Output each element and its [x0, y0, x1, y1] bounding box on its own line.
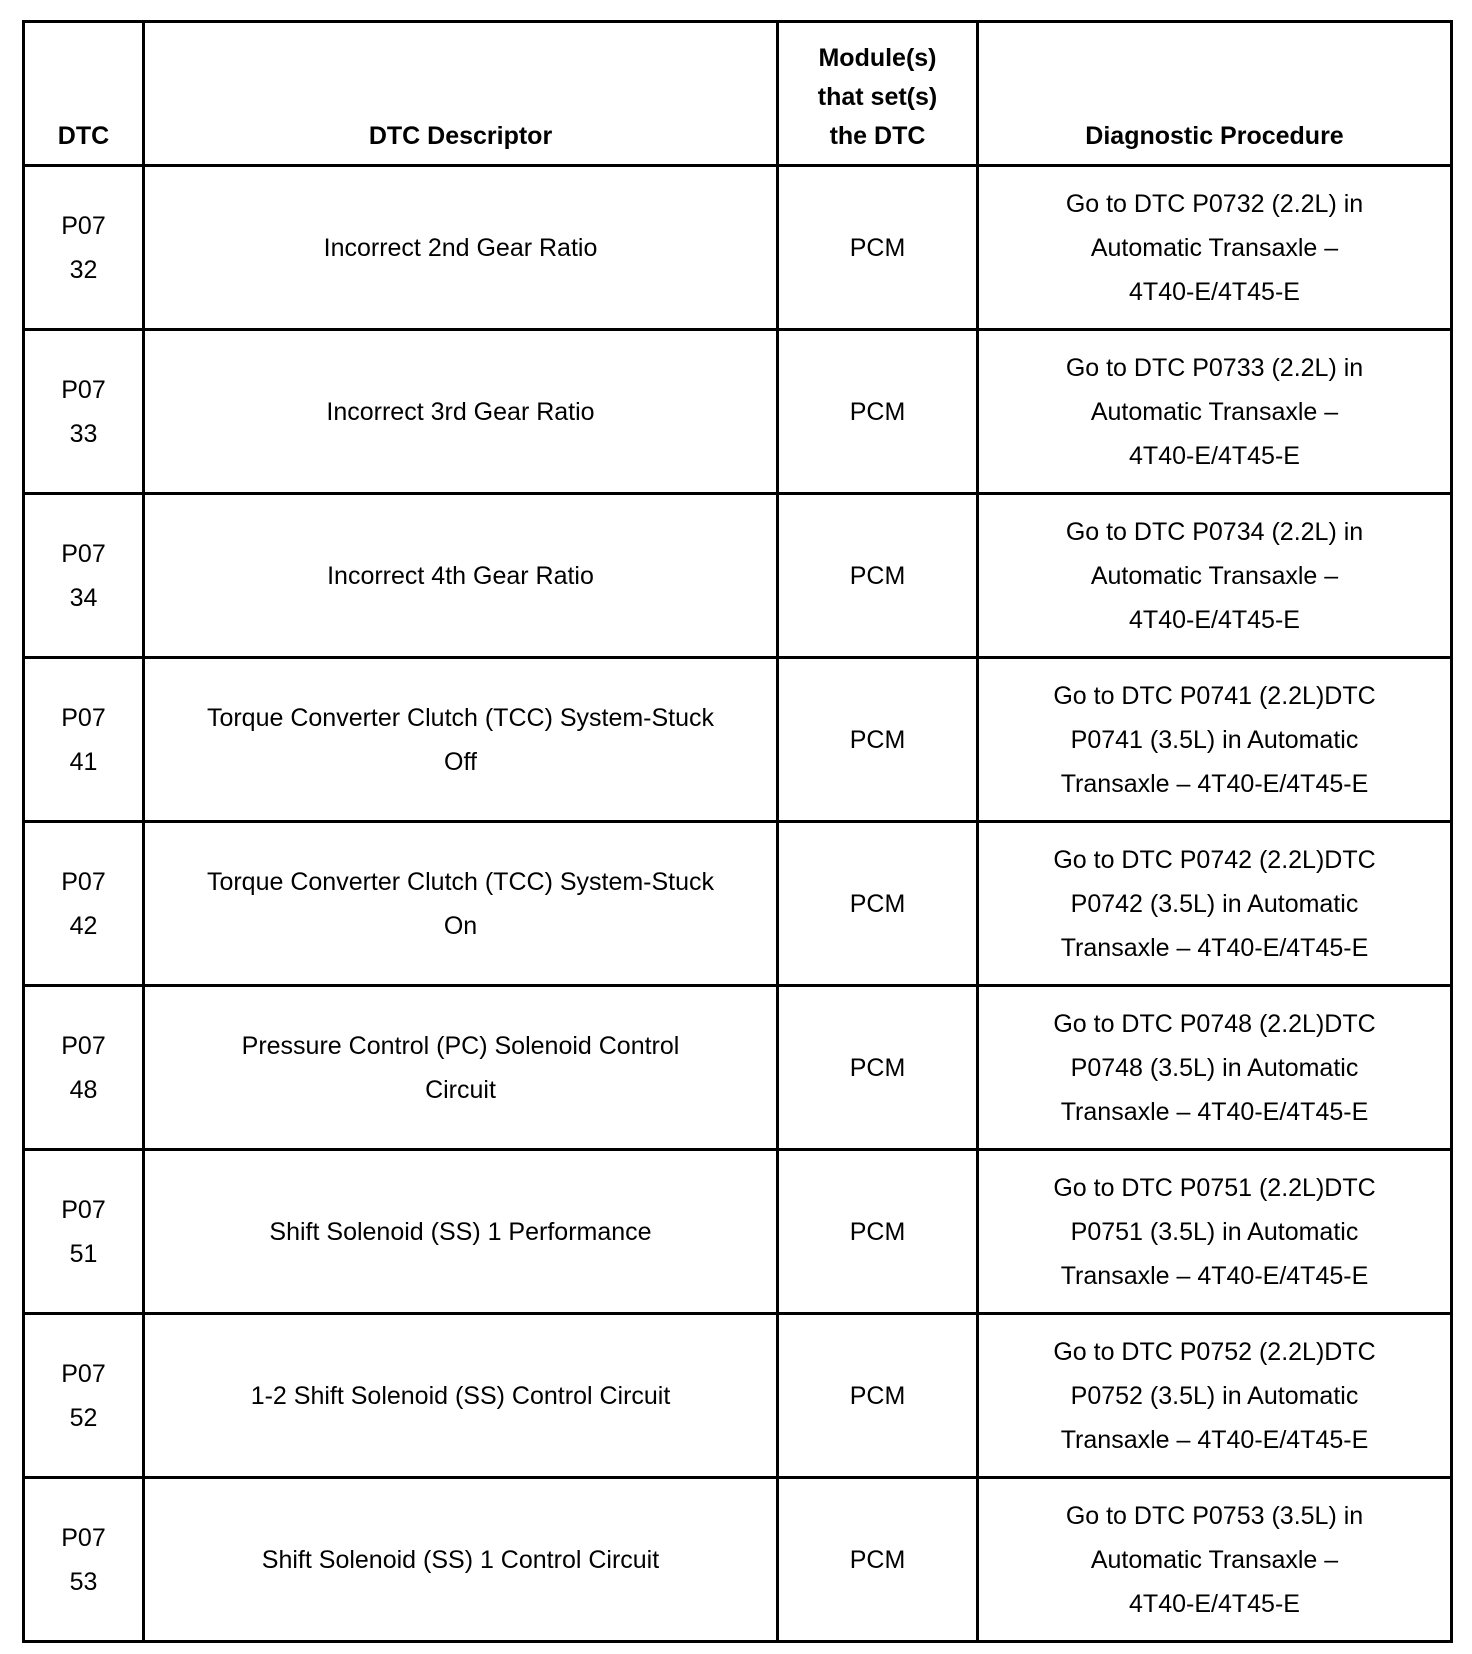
- dtc-descriptor-line: Circuit: [425, 1075, 496, 1104]
- dtc-code-cell: [24, 330, 144, 494]
- dtc-code-line: 52: [69, 1403, 98, 1432]
- module-cell: PCM: [778, 986, 978, 1150]
- dtc-code-cell: [24, 1150, 144, 1314]
- dtc-code-cell: [24, 494, 144, 658]
- diagnostic-procedure-cell: [978, 1478, 1452, 1642]
- diagnostic-procedure-line: Go to DTC P0751 (2.2L)DTC: [1053, 1173, 1376, 1202]
- header-procedure: Diagnostic Procedure: [978, 22, 1452, 166]
- header-module-line: that set(s): [817, 83, 938, 111]
- module-cell: PCM: [778, 166, 978, 330]
- dtc-descriptor: Shift Solenoid (SS) 1 Control Circuit: [261, 1545, 660, 1574]
- dtc-code-line: 33: [69, 419, 98, 448]
- dtc-descriptor-cell: [144, 658, 778, 822]
- diagnostic-procedure-line: Transaxle – 4T40-E/4T45-E: [1060, 933, 1369, 962]
- dtc-code-line: 32: [69, 255, 98, 284]
- table-row: [24, 1478, 1452, 1642]
- module-cell: PCM: [778, 1478, 978, 1642]
- dtc-descriptor-line: Off: [444, 747, 477, 776]
- dtc-code: [60, 1516, 108, 1604]
- table-row: [24, 1150, 1452, 1314]
- dtc-descriptor-line: On: [443, 911, 478, 940]
- dtc-code-line: P07: [61, 539, 106, 568]
- diagnostic-procedure-line: P0742 (3.5L) in Automatic: [1070, 889, 1359, 918]
- table-header: [24, 22, 1452, 166]
- diagnostic-procedure-line: Go to DTC P0753 (3.5L) in: [1065, 1501, 1364, 1530]
- diagnostic-procedure-line: 4T40-E/4T45-E: [1129, 441, 1300, 470]
- dtc-descriptor-cell: [144, 986, 778, 1150]
- dtc-descriptor: Incorrect 4th Gear Ratio: [327, 561, 594, 590]
- dtc-descriptor: Shift Solenoid (SS) 1 Performance: [269, 1217, 652, 1246]
- dtc-code: [60, 368, 108, 456]
- dtc-descriptor-cell: [144, 330, 778, 494]
- module-cell: PCM: [778, 1150, 978, 1314]
- dtc-code-line: 48: [69, 1075, 98, 1104]
- diagnostic-procedure-line: Automatic Transaxle –: [1090, 233, 1339, 262]
- diagnostic-procedure-line: P0751 (3.5L) in Automatic: [1070, 1217, 1359, 1246]
- diagnostic-procedure-line: Transaxle – 4T40-E/4T45-E: [1060, 1097, 1369, 1126]
- module-cell: PCM: [778, 330, 978, 494]
- dtc-code-cell: [24, 822, 144, 986]
- diagnostic-procedure-line: P0748 (3.5L) in Automatic: [1070, 1053, 1359, 1082]
- header-module-line: the DTC: [829, 122, 926, 150]
- table-row: [24, 1314, 1452, 1478]
- dtc-code-cell: [24, 658, 144, 822]
- dtc-descriptor-cell: [144, 166, 778, 330]
- header-module: [778, 22, 978, 166]
- dtc-code-line: P07: [61, 1523, 106, 1552]
- module-cell: PCM: [778, 822, 978, 986]
- dtc-code: [60, 204, 108, 292]
- diagnostic-procedure-line: Transaxle – 4T40-E/4T45-E: [1060, 1425, 1369, 1454]
- diagnostic-procedure-line: 4T40-E/4T45-E: [1129, 1589, 1300, 1618]
- dtc-code: [60, 860, 108, 948]
- header-row: [24, 22, 1452, 166]
- dtc-code-cell: [24, 1478, 144, 1642]
- dtc-code-line: P07: [61, 1195, 106, 1224]
- diagnostic-procedure-line: Automatic Transaxle –: [1090, 561, 1339, 590]
- diagnostic-procedure-cell: [978, 494, 1452, 658]
- table-row: [24, 494, 1452, 658]
- dtc-code-line: P07: [61, 211, 106, 240]
- table-row: [24, 166, 1452, 330]
- dtc-descriptor-line: Pressure Control (PC) Solenoid Control: [241, 1031, 680, 1060]
- dtc-code-line: 34: [69, 583, 98, 612]
- dtc-descriptor-cell: [144, 1314, 778, 1478]
- diagnostic-procedure-line: Go to DTC P0732 (2.2L) in: [1065, 189, 1364, 218]
- dtc-code-line: P07: [61, 375, 106, 404]
- dtc-code-line: 53: [69, 1567, 98, 1596]
- dtc-table: [22, 20, 1453, 1643]
- diagnostic-procedure-cell: [978, 166, 1452, 330]
- diagnostic-procedure-line: Transaxle – 4T40-E/4T45-E: [1060, 1261, 1369, 1290]
- dtc-descriptor-cell: [144, 494, 778, 658]
- dtc-code-line: P07: [61, 1359, 106, 1388]
- table-row: [24, 330, 1452, 494]
- dtc-code: [60, 532, 108, 620]
- diagnostic-procedure-line: Go to DTC P0742 (2.2L)DTC: [1053, 845, 1376, 874]
- table-body: [24, 166, 1452, 1642]
- dtc-descriptor-cell: [144, 1150, 778, 1314]
- table-row: [24, 986, 1452, 1150]
- diagnostic-procedure-line: Automatic Transaxle –: [1090, 1545, 1339, 1574]
- dtc-descriptor-line: Torque Converter Clutch (TCC) System-Stuck: [206, 703, 715, 732]
- diagnostic-procedure-cell: [978, 658, 1452, 822]
- dtc-code-line: P07: [61, 1031, 106, 1060]
- diagnostic-procedure-cell: [978, 986, 1452, 1150]
- diagnostic-procedure-cell: [978, 822, 1452, 986]
- diagnostic-procedure-line: Go to DTC P0752 (2.2L)DTC: [1053, 1337, 1376, 1366]
- dtc-descriptor-line: Torque Converter Clutch (TCC) System-Stuck: [206, 867, 715, 896]
- diagnostic-procedure-line: 4T40-E/4T45-E: [1129, 277, 1300, 306]
- diagnostic-procedure-line: Go to DTC P0733 (2.2L) in: [1065, 353, 1364, 382]
- diagnostic-procedure-line: P0741 (3.5L) in Automatic: [1070, 725, 1359, 754]
- module-cell: PCM: [778, 658, 978, 822]
- dtc-code-cell: [24, 1314, 144, 1478]
- dtc-code-line: 41: [69, 747, 98, 776]
- diagnostic-procedure-line: P0752 (3.5L) in Automatic: [1070, 1381, 1359, 1410]
- table-row: [24, 822, 1452, 986]
- header-module-line: Module(s): [818, 44, 937, 72]
- diagnostic-procedure-line: 4T40-E/4T45-E: [1129, 605, 1300, 634]
- diagnostic-procedure-line: Go to DTC P0734 (2.2L) in: [1065, 517, 1364, 546]
- dtc-descriptor: Incorrect 3rd Gear Ratio: [326, 397, 595, 426]
- module-cell: PCM: [778, 1314, 978, 1478]
- dtc-code-line: 51: [69, 1239, 98, 1268]
- dtc-descriptor-cell: [144, 822, 778, 986]
- dtc-code-line: P07: [61, 867, 106, 896]
- dtc-code-cell: [24, 986, 144, 1150]
- diagnostic-procedure-line: Transaxle – 4T40-E/4T45-E: [1060, 769, 1369, 798]
- diagnostic-procedure-cell: [978, 330, 1452, 494]
- dtc-code: [60, 1024, 108, 1112]
- diagnostic-procedure-line: Automatic Transaxle –: [1090, 397, 1339, 426]
- diagnostic-procedure-cell: [978, 1314, 1452, 1478]
- dtc-code: [60, 1352, 108, 1440]
- dtc-descriptor: Incorrect 2nd Gear Ratio: [323, 233, 598, 262]
- dtc-code: [60, 696, 108, 784]
- dtc-code-line: P07: [61, 703, 106, 732]
- table-row: [24, 658, 1452, 822]
- diagnostic-procedure-line: Go to DTC P0748 (2.2L)DTC: [1053, 1009, 1376, 1038]
- diagnostic-procedure-cell: [978, 1150, 1452, 1314]
- dtc-code-line: 42: [69, 911, 98, 940]
- dtc-descriptor: 1-2 Shift Solenoid (SS) Control Circuit: [250, 1381, 671, 1410]
- dtc-descriptor-cell: [144, 1478, 778, 1642]
- dtc-code: [60, 1188, 108, 1276]
- diagnostic-procedure-line: Go to DTC P0741 (2.2L)DTC: [1053, 681, 1376, 710]
- dtc-code-cell: [24, 166, 144, 330]
- module-cell: PCM: [778, 494, 978, 658]
- header-dtc: DTC: [24, 22, 144, 166]
- header-descriptor: DTC Descriptor: [144, 22, 778, 166]
